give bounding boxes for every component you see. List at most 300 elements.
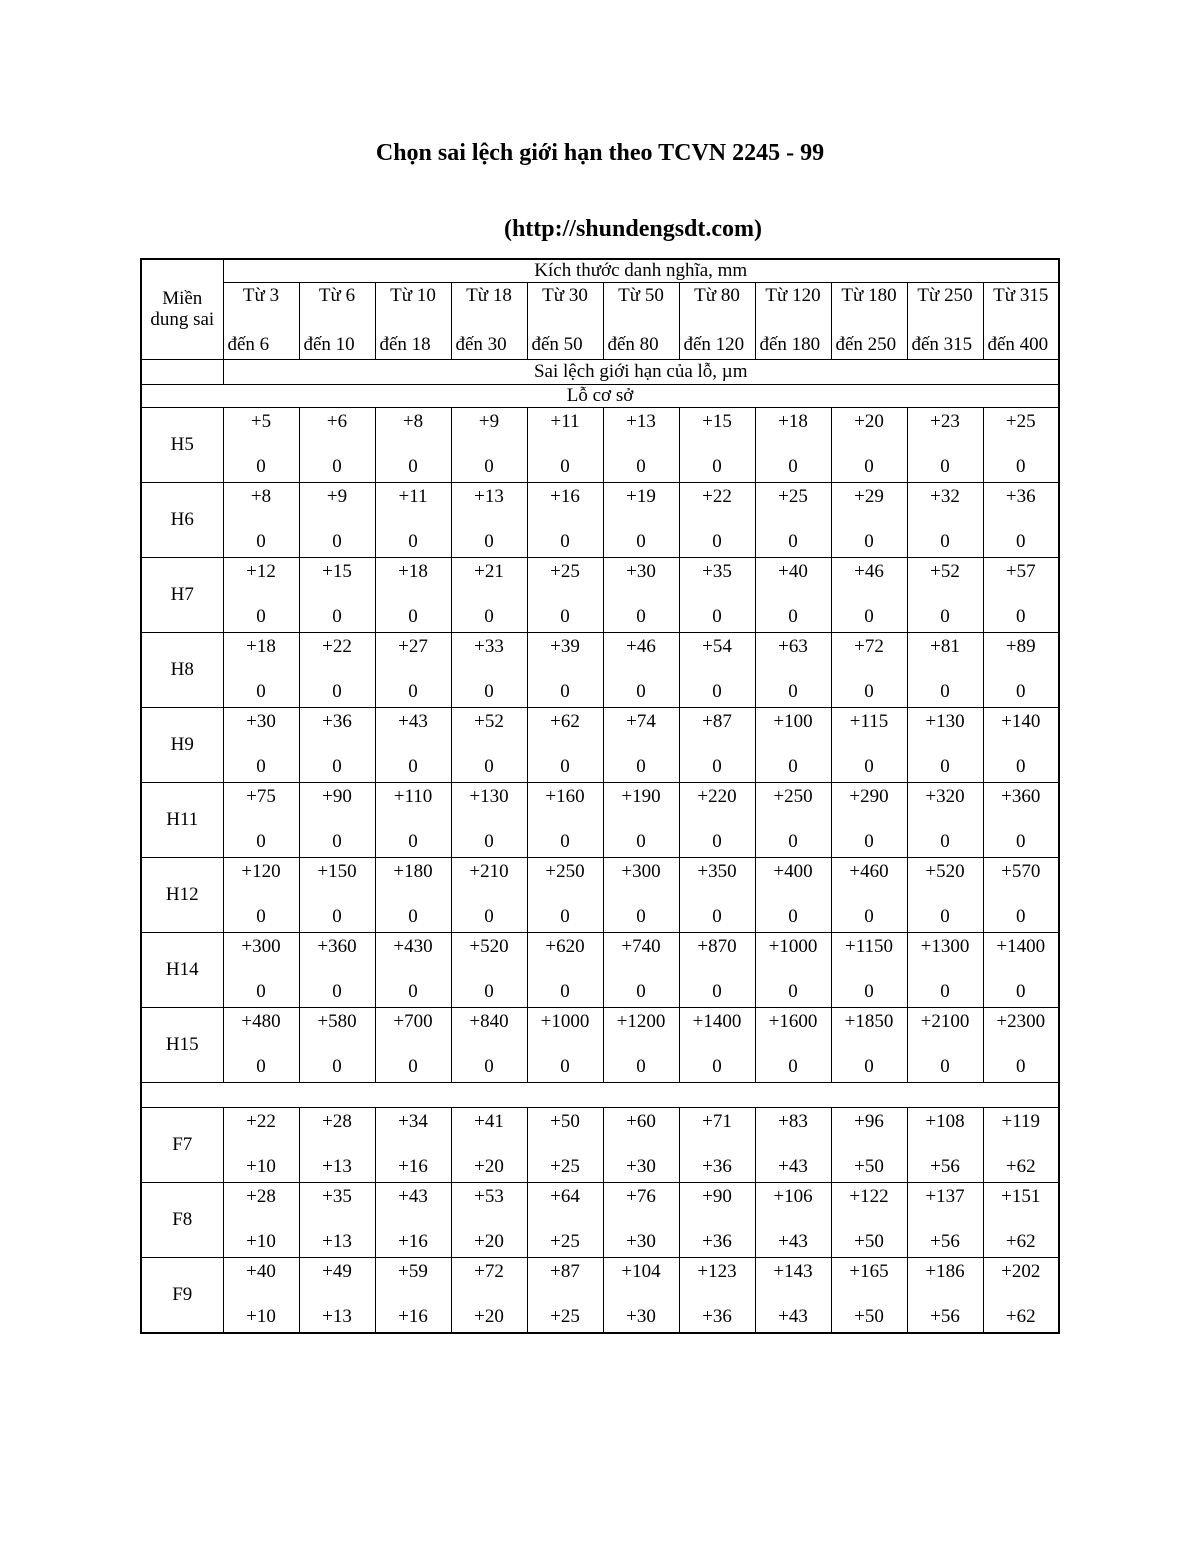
- upper-deviation: +8: [250, 486, 272, 507]
- lower-deviation: +50: [854, 1231, 884, 1253]
- upper-deviation: +320: [925, 786, 965, 807]
- deviation-cell: [831, 633, 907, 708]
- upper-deviation: +160: [545, 786, 585, 807]
- upper-deviation: +89: [1005, 636, 1036, 657]
- deviation-cell: [375, 1108, 451, 1183]
- upper-deviation: +64: [550, 1186, 580, 1207]
- lower-deviation: +62: [1005, 1306, 1036, 1328]
- tolerance-row: [141, 1258, 1059, 1334]
- lower-deviation: 0: [1016, 831, 1026, 853]
- lower-deviation: 0: [940, 831, 950, 853]
- lower-deviation: 0: [484, 831, 494, 853]
- range-from: Từ 18: [466, 285, 512, 306]
- deviation-cell: [603, 633, 679, 708]
- lower-deviation: 0: [408, 456, 418, 478]
- upper-deviation: +220: [697, 786, 737, 807]
- upper-deviation: +74: [626, 711, 656, 732]
- deviation-cell: [299, 858, 375, 933]
- deviation-cell: [983, 708, 1059, 783]
- range-to: đến 50: [531, 334, 583, 356]
- lower-deviation: 0: [560, 606, 570, 628]
- lower-deviation: +62: [1005, 1231, 1036, 1253]
- lower-deviation: 0: [560, 531, 570, 553]
- tolerance-row: [141, 858, 1059, 933]
- upper-deviation: +5: [250, 411, 272, 432]
- upper-deviation: +870: [697, 936, 737, 957]
- lower-deviation: 0: [332, 681, 342, 703]
- upper-deviation: +35: [702, 561, 732, 582]
- upper-deviation: +29: [854, 486, 884, 507]
- deviation-cell: [983, 858, 1059, 933]
- lower-deviation: +43: [778, 1306, 808, 1328]
- lower-deviation: 0: [332, 831, 342, 853]
- upper-deviation: +100: [773, 711, 813, 732]
- lower-deviation: 0: [788, 531, 798, 553]
- upper-deviation: +18: [778, 411, 808, 432]
- upper-deviation: +22: [246, 1111, 276, 1132]
- range-to: đến 400: [987, 334, 1049, 356]
- deviation-cell: [375, 783, 451, 858]
- upper-deviation: +23: [930, 411, 960, 432]
- upper-deviation: +151: [1001, 1186, 1041, 1207]
- lower-deviation: +16: [398, 1231, 428, 1253]
- lower-deviation: 0: [1016, 906, 1026, 928]
- deviation-cell: [679, 858, 755, 933]
- deviation-cell: [983, 1258, 1059, 1334]
- upper-deviation: +36: [322, 711, 352, 732]
- lower-deviation: +10: [246, 1306, 276, 1328]
- range-from: Từ 315: [993, 285, 1049, 306]
- range-from: Từ 6: [318, 285, 356, 306]
- lower-deviation: 0: [560, 1056, 570, 1078]
- tolerance-grade: F7: [141, 1108, 223, 1183]
- upper-deviation: +53: [474, 1186, 504, 1207]
- upper-deviation: +137: [925, 1186, 965, 1207]
- upper-deviation: +1400: [692, 1011, 742, 1032]
- tolerance-grade: H6: [141, 483, 223, 558]
- deviation-cell: [527, 633, 603, 708]
- upper-deviation: +480: [241, 1011, 281, 1032]
- deviation-cell: [375, 1008, 451, 1083]
- upper-deviation: +460: [849, 861, 889, 882]
- deviation-cell: [907, 708, 983, 783]
- deviation-cell: [907, 783, 983, 858]
- upper-deviation: +81: [930, 636, 960, 657]
- sub-header-row: [141, 360, 1059, 385]
- lower-deviation: 0: [864, 681, 874, 703]
- deviation-cell: [527, 558, 603, 633]
- sub-header-cell: Sai lệch giới hạn của lỗ, µm: [223, 360, 1059, 385]
- upper-deviation: +40: [246, 1261, 276, 1282]
- lower-deviation: 0: [788, 906, 798, 928]
- deviation-cell: [983, 1183, 1059, 1258]
- lower-deviation: 0: [1016, 681, 1026, 703]
- lower-deviation: 0: [636, 456, 646, 478]
- lower-deviation: 0: [712, 831, 722, 853]
- size-range-cell: [831, 283, 907, 360]
- deviation-cell: [755, 783, 831, 858]
- range-from: Từ 50: [618, 285, 664, 306]
- lower-deviation: +20: [474, 1306, 504, 1328]
- nominal-size-header: Kích thước danh nghĩa, mm: [223, 259, 1059, 283]
- tolerance-grade: H11: [141, 783, 223, 858]
- size-range-cell: [679, 283, 755, 360]
- lower-deviation: 0: [788, 606, 798, 628]
- deviation-cell: [299, 1258, 375, 1334]
- header-row-top: [141, 259, 1059, 283]
- upper-deviation: +6: [326, 411, 348, 432]
- deviation-cell: [375, 858, 451, 933]
- lower-deviation: 0: [712, 981, 722, 1003]
- tolerance-grade: H7: [141, 558, 223, 633]
- lower-deviation: +10: [246, 1231, 276, 1253]
- lower-deviation: 0: [1016, 756, 1026, 778]
- deviation-cell: [603, 1183, 679, 1258]
- deviation-cell: [299, 408, 375, 483]
- lower-deviation: 0: [1016, 531, 1026, 553]
- upper-deviation: +20: [854, 411, 884, 432]
- lower-deviation: 0: [864, 981, 874, 1003]
- deviation-cell: [907, 633, 983, 708]
- tolerance-table: [140, 258, 1060, 1334]
- upper-deviation: +119: [1001, 1111, 1040, 1132]
- upper-deviation: +1300: [920, 936, 970, 957]
- upper-deviation: +740: [621, 936, 661, 957]
- lower-deviation: 0: [636, 1056, 646, 1078]
- deviation-cell: [831, 783, 907, 858]
- lower-deviation: 0: [712, 1056, 722, 1078]
- lower-deviation: 0: [1016, 981, 1026, 1003]
- lower-deviation: +50: [854, 1306, 884, 1328]
- upper-deviation: +43: [398, 1186, 428, 1207]
- deviation-cell: [299, 633, 375, 708]
- range-to: đến 30: [455, 334, 507, 356]
- deviation-cell: [679, 783, 755, 858]
- deviation-cell: [679, 483, 755, 558]
- tolerance-row: [141, 408, 1059, 483]
- lower-deviation: 0: [712, 681, 722, 703]
- sub-header-blank: [141, 360, 223, 385]
- upper-deviation: +250: [773, 786, 813, 807]
- lower-deviation: +56: [930, 1306, 960, 1328]
- size-range-cell: [907, 283, 983, 360]
- deviation-cell: [223, 1258, 299, 1334]
- range-to: đến 180: [759, 334, 821, 356]
- size-range-cell: [451, 283, 527, 360]
- upper-deviation: +15: [322, 561, 352, 582]
- lower-deviation: 0: [256, 756, 266, 778]
- lower-deviation: 0: [712, 606, 722, 628]
- upper-deviation: +19: [626, 486, 656, 507]
- lower-deviation: 0: [484, 1056, 494, 1078]
- upper-deviation: +76: [626, 1186, 656, 1207]
- lower-deviation: 0: [332, 906, 342, 928]
- lower-deviation: 0: [636, 831, 646, 853]
- deviation-cell: [527, 408, 603, 483]
- upper-deviation: +300: [241, 936, 281, 957]
- deviation-cell: [451, 1008, 527, 1083]
- upper-deviation: +520: [925, 861, 965, 882]
- lower-deviation: 0: [788, 1056, 798, 1078]
- deviation-cell: [603, 1258, 679, 1334]
- upper-deviation: +96: [854, 1111, 884, 1132]
- upper-deviation: +54: [702, 636, 732, 657]
- deviation-cell: [527, 933, 603, 1008]
- lower-deviation: 0: [408, 831, 418, 853]
- deviation-cell: [527, 858, 603, 933]
- range-to: đến 120: [683, 334, 745, 356]
- deviation-cell: [679, 558, 755, 633]
- lower-deviation: 0: [560, 756, 570, 778]
- upper-deviation: +130: [469, 786, 509, 807]
- lower-deviation: 0: [712, 756, 722, 778]
- deviation-cell: [755, 1183, 831, 1258]
- upper-deviation: +360: [1001, 786, 1041, 807]
- range-from: Từ 10: [390, 285, 436, 306]
- deviation-cell: [755, 1008, 831, 1083]
- deviation-cell: [375, 558, 451, 633]
- lower-deviation: +36: [702, 1231, 732, 1253]
- upper-deviation: +90: [322, 786, 352, 807]
- lower-deviation: 0: [864, 456, 874, 478]
- deviation-cell: [755, 408, 831, 483]
- upper-deviation: +28: [322, 1111, 352, 1132]
- deviation-cell: [907, 408, 983, 483]
- lower-deviation: 0: [788, 831, 798, 853]
- upper-deviation: +41: [474, 1111, 504, 1132]
- upper-deviation: +72: [854, 636, 884, 657]
- upper-deviation: +21: [474, 561, 504, 582]
- upper-deviation: +30: [626, 561, 656, 582]
- upper-deviation: +60: [626, 1111, 656, 1132]
- range-to: đến 18: [379, 334, 431, 356]
- lower-deviation: 0: [332, 606, 342, 628]
- tolerance-row: [141, 1108, 1059, 1183]
- upper-deviation: +87: [702, 711, 732, 732]
- upper-deviation: +36: [1005, 486, 1036, 507]
- deviation-cell: [831, 1258, 907, 1334]
- lower-deviation: 0: [636, 981, 646, 1003]
- lower-deviation: 0: [788, 681, 798, 703]
- lower-deviation: 0: [256, 831, 266, 853]
- range-to: đến 250: [835, 334, 897, 356]
- deviation-cell: [907, 933, 983, 1008]
- upper-deviation: +57: [1005, 561, 1036, 582]
- lower-deviation: 0: [636, 531, 646, 553]
- upper-deviation: +2100: [920, 1011, 970, 1032]
- upper-deviation: +9: [326, 486, 348, 507]
- range-to: đến 80: [607, 334, 659, 356]
- lower-deviation: 0: [484, 681, 494, 703]
- deviation-cell: [679, 708, 755, 783]
- deviation-cell: [223, 783, 299, 858]
- upper-deviation: +1400: [996, 936, 1046, 957]
- lower-deviation: 0: [864, 831, 874, 853]
- lower-deviation: 0: [560, 906, 570, 928]
- deviation-cell: [527, 708, 603, 783]
- lower-deviation: +20: [474, 1231, 504, 1253]
- size-range-cell: [983, 283, 1059, 360]
- range-from: Từ 30: [542, 285, 588, 306]
- base-header-row: [141, 385, 1059, 408]
- lower-deviation: 0: [788, 456, 798, 478]
- lower-deviation: 0: [332, 756, 342, 778]
- tolerance-row: [141, 933, 1059, 1008]
- lower-deviation: +56: [930, 1156, 960, 1178]
- upper-deviation: +27: [398, 636, 428, 657]
- upper-deviation: +430: [393, 936, 433, 957]
- deviation-cell: [603, 858, 679, 933]
- upper-deviation: +13: [474, 486, 504, 507]
- lower-deviation: 0: [408, 606, 418, 628]
- lower-deviation: 0: [864, 756, 874, 778]
- deviation-cell: [679, 1258, 755, 1334]
- deviation-cell: [679, 1108, 755, 1183]
- range-from: Từ 120: [765, 285, 821, 306]
- lower-deviation: +16: [398, 1306, 428, 1328]
- lower-deviation: 0: [256, 906, 266, 928]
- deviation-cell: [451, 1108, 527, 1183]
- upper-deviation: +620: [545, 936, 585, 957]
- deviation-cell: [755, 708, 831, 783]
- upper-deviation: +22: [322, 636, 352, 657]
- deviation-cell: [223, 633, 299, 708]
- lower-deviation: 0: [636, 906, 646, 928]
- upper-deviation: +22: [702, 486, 732, 507]
- lower-deviation: 0: [864, 1056, 874, 1078]
- lower-deviation: 0: [1016, 606, 1026, 628]
- size-range-row: [141, 283, 1059, 360]
- deviation-cell: [223, 858, 299, 933]
- lower-deviation: 0: [484, 906, 494, 928]
- tolerance-row: [141, 633, 1059, 708]
- upper-deviation: +18: [398, 561, 428, 582]
- deviation-cell: [679, 1008, 755, 1083]
- tolerance-grade: F9: [141, 1258, 223, 1334]
- upper-deviation: +140: [1001, 711, 1041, 732]
- deviation-cell: [375, 708, 451, 783]
- deviation-cell: [831, 558, 907, 633]
- deviation-cell: [755, 1258, 831, 1334]
- lower-deviation: 0: [484, 531, 494, 553]
- deviation-cell: [831, 1183, 907, 1258]
- lower-deviation: 0: [484, 456, 494, 478]
- upper-deviation: +25: [550, 561, 580, 582]
- upper-deviation: +290: [849, 786, 889, 807]
- upper-deviation: +202: [1001, 1261, 1041, 1282]
- lower-deviation: 0: [712, 906, 722, 928]
- upper-deviation: +87: [550, 1261, 580, 1282]
- upper-deviation: +52: [930, 561, 960, 582]
- upper-deviation: +59: [398, 1261, 428, 1282]
- lower-deviation: +36: [702, 1306, 732, 1328]
- upper-deviation: +25: [778, 486, 808, 507]
- upper-deviation: +15: [702, 411, 732, 432]
- size-range-cell: [755, 283, 831, 360]
- lower-deviation: 0: [408, 1056, 418, 1078]
- deviation-cell: [451, 1258, 527, 1334]
- size-range-cell: [299, 283, 375, 360]
- deviation-cell: [603, 1108, 679, 1183]
- deviation-cell: [983, 633, 1059, 708]
- lower-deviation: +50: [854, 1156, 884, 1178]
- lower-deviation: 0: [940, 1056, 950, 1078]
- deviation-cell: [451, 783, 527, 858]
- deviation-cell: [907, 1258, 983, 1334]
- upper-deviation: +130: [925, 711, 965, 732]
- deviation-cell: [831, 1008, 907, 1083]
- upper-deviation: +33: [474, 636, 504, 657]
- deviation-cell: [527, 1183, 603, 1258]
- deviation-cell: [299, 783, 375, 858]
- upper-deviation: +180: [393, 861, 433, 882]
- tolerance-grade: H12: [141, 858, 223, 933]
- deviation-cell: [451, 408, 527, 483]
- lower-deviation: 0: [332, 456, 342, 478]
- tolerance-row: [141, 558, 1059, 633]
- upper-deviation: +11: [550, 411, 580, 432]
- deviation-cell: [375, 933, 451, 1008]
- deviation-cell: [375, 1183, 451, 1258]
- lower-deviation: 0: [788, 981, 798, 1003]
- deviation-cell: [375, 408, 451, 483]
- lower-deviation: 0: [940, 681, 950, 703]
- lower-deviation: 0: [256, 606, 266, 628]
- upper-deviation: +150: [317, 861, 357, 882]
- lower-deviation: 0: [256, 981, 266, 1003]
- tolerance-row: [141, 708, 1059, 783]
- tolerance-row: [141, 783, 1059, 858]
- separator-cell: [141, 1083, 1059, 1108]
- deviation-cell: [451, 483, 527, 558]
- deviation-cell: [299, 558, 375, 633]
- upper-deviation: +106: [773, 1186, 813, 1207]
- deviation-cell: [755, 633, 831, 708]
- lower-deviation: +13: [322, 1306, 352, 1328]
- upper-deviation: +123: [697, 1261, 737, 1282]
- deviation-cell: [679, 1183, 755, 1258]
- lower-deviation: 0: [636, 681, 646, 703]
- lower-deviation: +25: [550, 1156, 580, 1178]
- deviation-cell: [983, 558, 1059, 633]
- deviation-cell: [831, 933, 907, 1008]
- lower-deviation: 0: [256, 456, 266, 478]
- deviation-cell: [223, 483, 299, 558]
- upper-deviation: +165: [849, 1261, 889, 1282]
- upper-deviation: +8: [402, 411, 424, 432]
- deviation-cell: [983, 408, 1059, 483]
- deviation-cell: [451, 633, 527, 708]
- upper-deviation: +9: [478, 411, 500, 432]
- lower-deviation: 0: [484, 756, 494, 778]
- size-range-cell: [527, 283, 603, 360]
- deviation-cell: [603, 558, 679, 633]
- deviation-cell: [299, 1008, 375, 1083]
- upper-deviation: +190: [621, 786, 661, 807]
- lower-deviation: 0: [940, 981, 950, 1003]
- deviation-cell: [831, 483, 907, 558]
- deviation-cell: [527, 1108, 603, 1183]
- upper-deviation: +186: [925, 1261, 965, 1282]
- lower-deviation: 0: [256, 1056, 266, 1078]
- lower-deviation: 0: [484, 606, 494, 628]
- deviation-cell: [527, 483, 603, 558]
- upper-deviation: +110: [393, 786, 433, 807]
- deviation-cell: [907, 1108, 983, 1183]
- deviation-cell: [299, 708, 375, 783]
- lower-deviation: +20: [474, 1156, 504, 1178]
- deviation-cell: [907, 1008, 983, 1083]
